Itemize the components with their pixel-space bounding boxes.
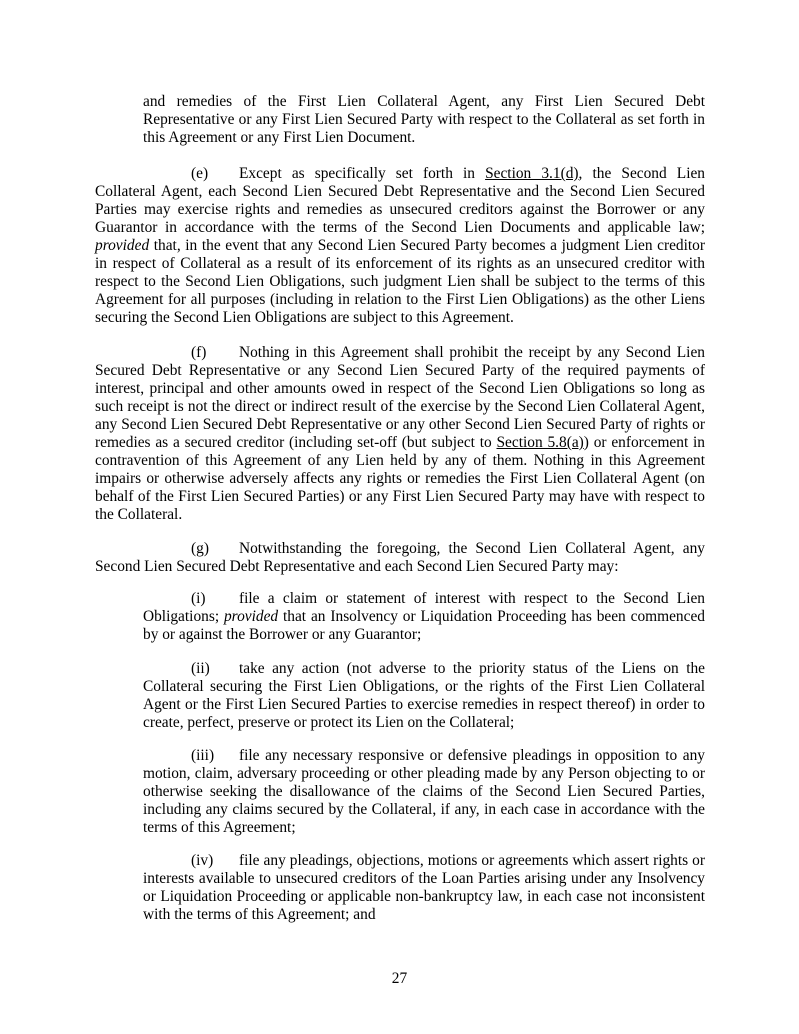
clause-g-iii: (iii) file any necessary responsive or defensive pleadings in opposition to any motion, claim, adversary proceeding or other pleading made by any Person objecting to or otherwise seeking the disallowance of the claims of the Second Lien Secured Parties, including any claims secured by the Collateral, if any, in each case in accordance with the terms of this Agreement; bbox=[143, 747, 705, 836]
page-number: 27 bbox=[391, 970, 408, 987]
clause-e-label: (e) bbox=[191, 165, 209, 182]
clause-g-ii-label: (ii) bbox=[191, 660, 210, 677]
clause-g-i-label: (i) bbox=[191, 590, 206, 607]
clause-g: (g) Notwithstanding the foregoing, the Second Lien Collateral Agent, any Second Lien Secured Debt Representative and each Second Lien Secured Party may: bbox=[95, 540, 705, 575]
section-3-1-d-reference: Section 3.1(d) bbox=[485, 165, 579, 182]
clause-g-iv: (iv) file any pleadings, objections, motions or agreements which assert rights or interests available to unsecured creditors of the Loan Parties arising under any Insolvency or Liquidation Proceeding or applicable non-bankruptcy law, in each case not inconsistent with the terms of this Agreement; and bbox=[143, 852, 705, 923]
clause-f-label: (f) bbox=[191, 344, 207, 361]
continuation-paragraph: and remedies of the First Lien Collateral Agent, any First Lien Secured Debt Representative or any First Lien Secured Party with respect to the Collateral as set forth in this Agreement or any First Lien Document. bbox=[143, 93, 705, 146]
clause-e: (e) Except as specifically set forth in Section 3.1(d), the Second Lien Collateral Agent, each Second Lien Secured Debt Representative and the Second Lien Secured Parties may exercise rights and remedies as unsecured creditors against the Borrower or any Guarantor in accordance with the terms of the Second Lien Documents and applicable law; provided that, in the event that any Second Lien Secured Party becomes a judgment Lien creditor in respect of Collateral as a result of its enforcement of its rights as an unsecured creditor with respect to the Second Lien Obligations, such judgment Lien shall be subject to the terms of this Agreement for all purposes (including in relation to the First Lien Obligations) as the other Liens securing the Second Lien Obligations are subject to this Agreement. bbox=[95, 165, 705, 326]
clause-f: (f) Nothing in this Agreement shall prohibit the receipt by any Second Lien Secured Debt Representative or any Second Lien Secured Party of the required payments of interest, principal and other amounts owed in respect of the Second Lien Obligations so long as such receipt is not the direct or indirect result of the exercise by the Second Lien Collateral Agent, any Second Lien Secured Debt Representative or any other Second Lien Secured Party of rights or remedies as a secured creditor (including set-off (but subject to Section 5.8(a)) or enforcement in contravention of this Agreement of any Lien held by any of them. Nothing in this Agreement impairs or otherwise adversely affects any rights or remedies the First Lien Collateral Agent (on behalf of the First Lien Secured Parties) or any First Lien Secured Party may have with respect to the Collateral. bbox=[95, 344, 705, 523]
clause-g-ii: (ii) take any action (not adverse to the priority status of the Liens on the Collateral securing the First Lien Obligations, or the rights of the First Lien Collateral Agent or the First Lien Secured Parties to exercise remedies in respect thereof) in order to create, perfect, preserve or protect its Lien on the Collateral; bbox=[143, 660, 705, 731]
clause-g-iv-label: (iv) bbox=[191, 852, 214, 869]
section-5-8-a-reference: Section 5.8(a) bbox=[496, 434, 584, 451]
clause-g-iii-label: (iii) bbox=[191, 747, 215, 764]
clause-g-label: (g) bbox=[191, 540, 209, 557]
clause-g-i: (i) file a claim or statement of interest with respect to the Second Lien Obligations; provided that an Insolvency or Liquidation Proceeding has been commenced by or against the Borrower or any Guarantor; bbox=[143, 590, 705, 643]
